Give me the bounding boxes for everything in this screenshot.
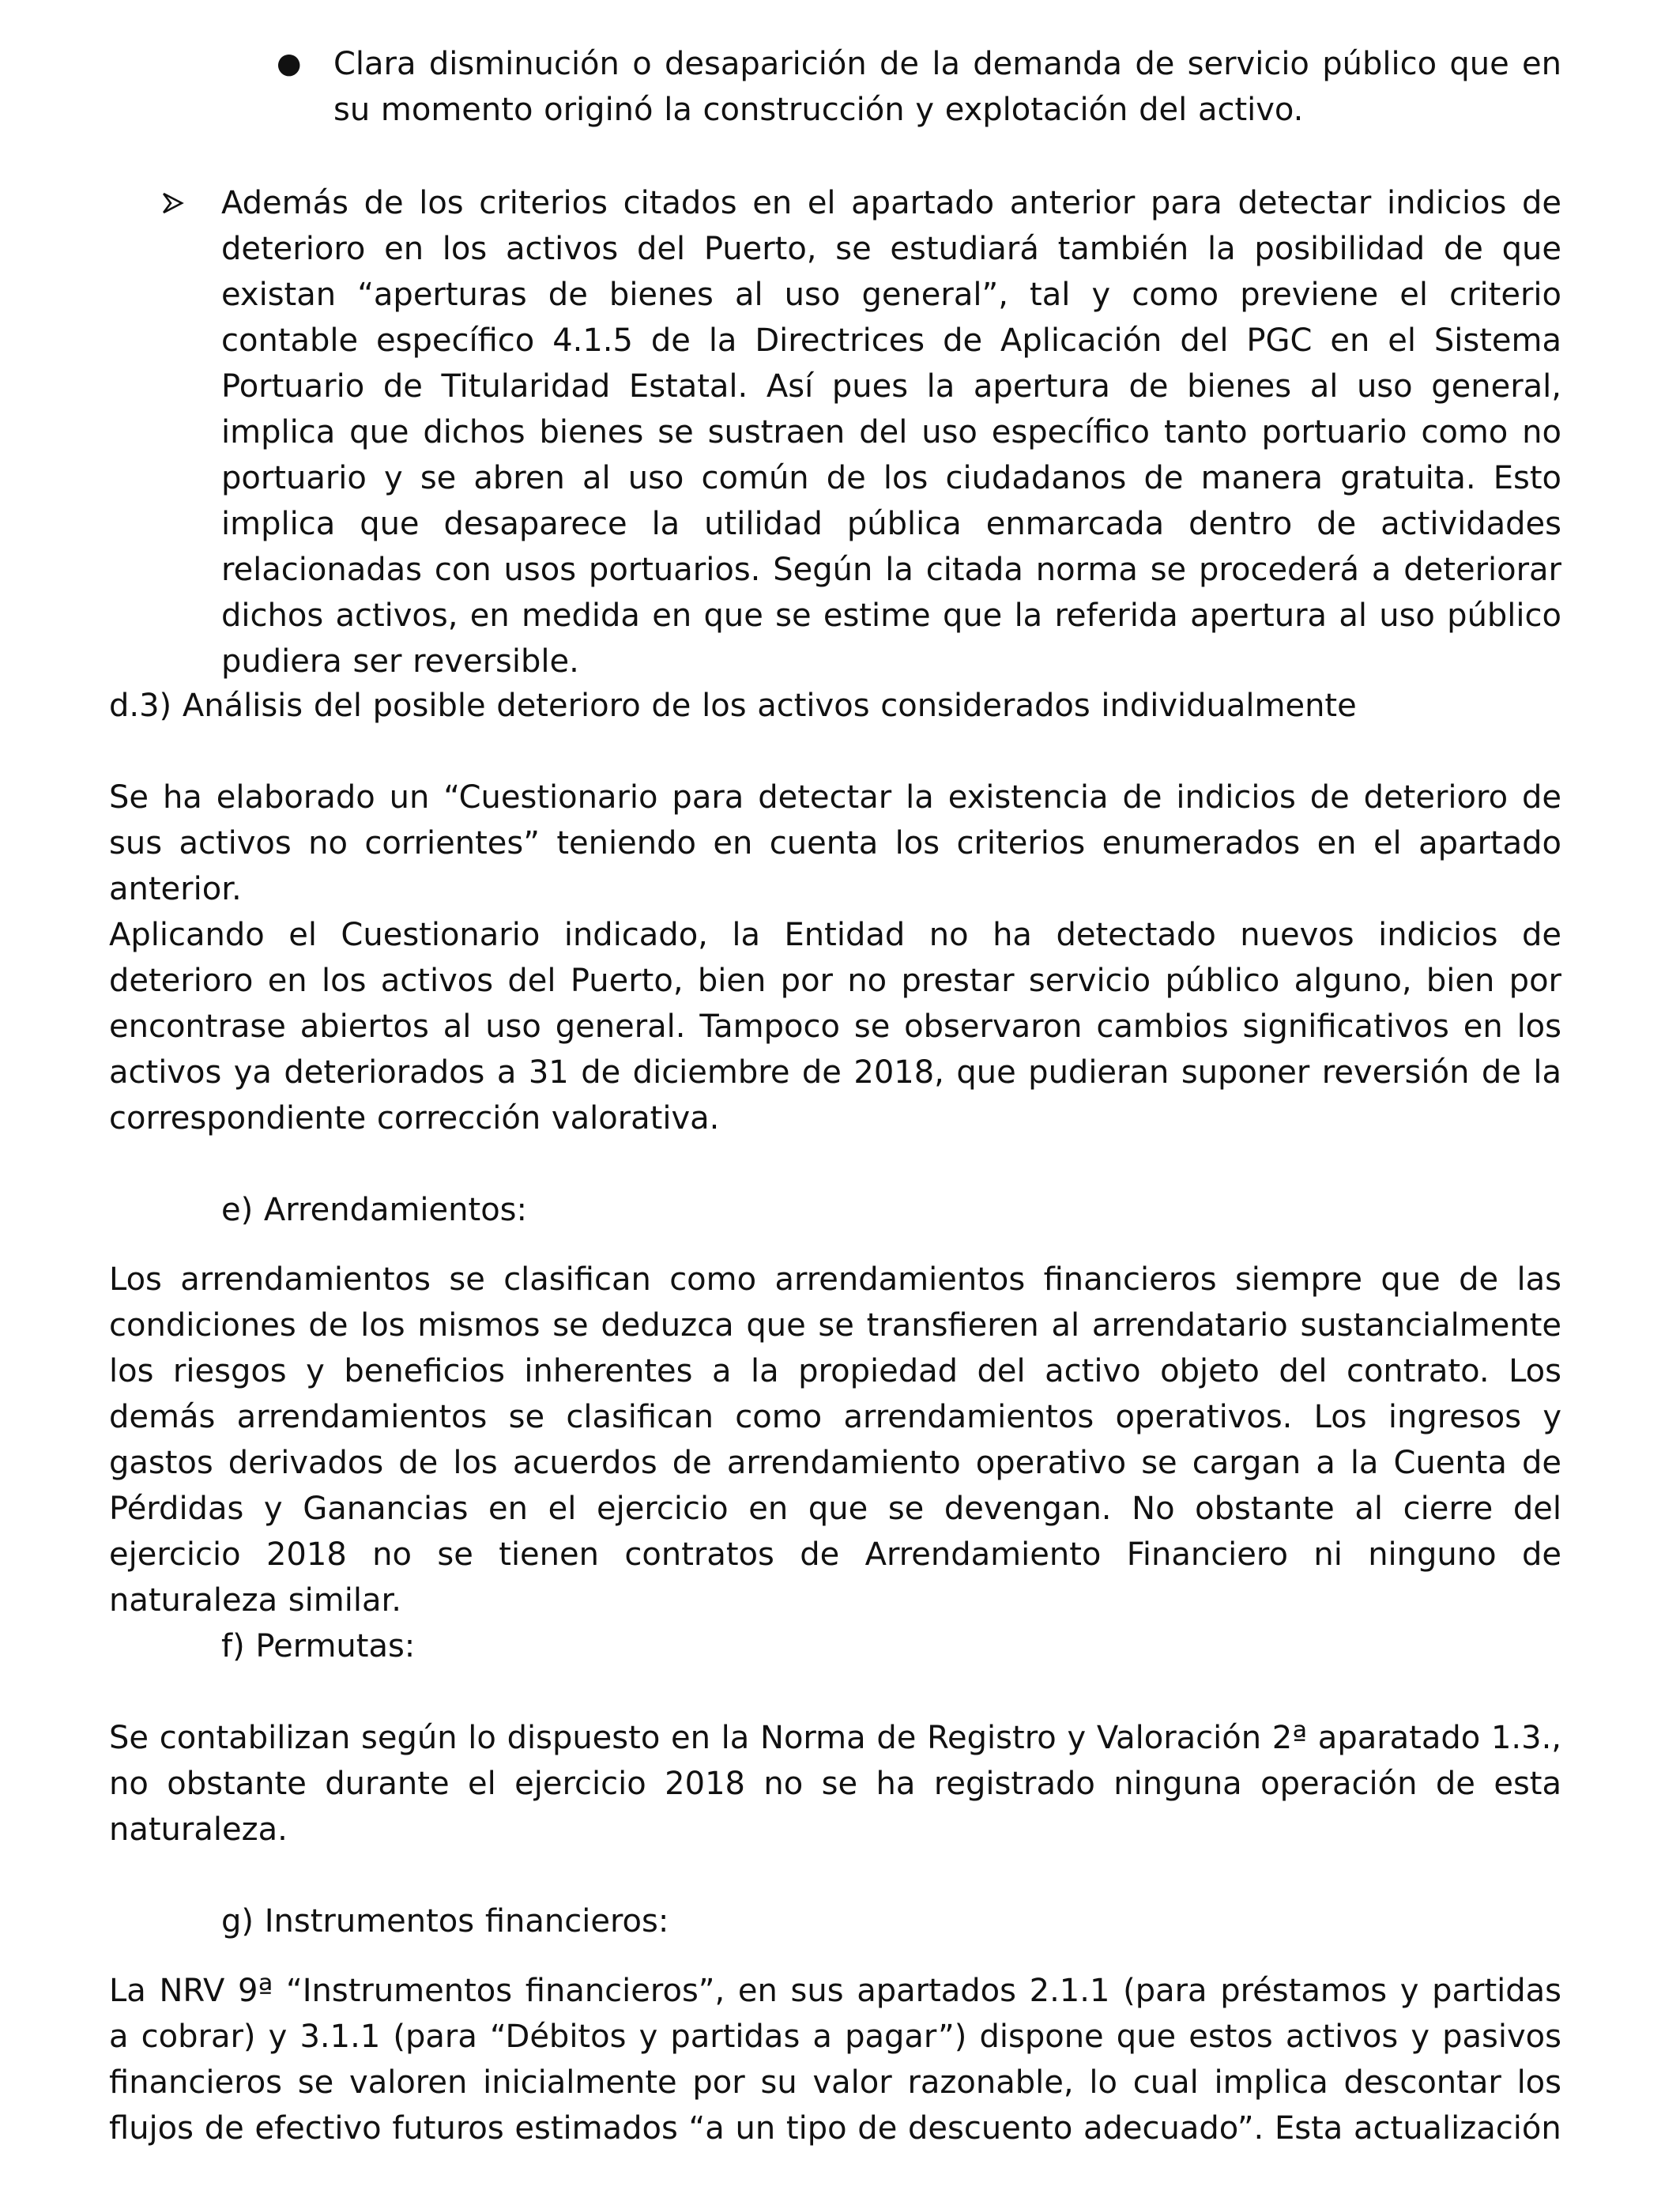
arrowhead-bullet-icon: [161, 180, 193, 226]
section-g-paragraph: La NRV 9ª “Instrumentos financieros”, en sus apartados 2.1.1 (para préstamos y partidas a cobrar) y 3.1.1 (para “Débitos y partidas a pagar”) dispone que estos activos y pasivos financieros se valoren inicialmente por su valor razonable, lo cual implica descontar los flujos de efectivo futuros estimados “a un tipo de descuento adecuado”. Esta actualización: [109, 1973, 1561, 2147]
section-f-paragraph: Se contabilizan según lo dispuesto en la Norma de Registro y Valoración 2ª aparatado 1.3., no obstante durante el ejercicio 2018 no se ha registrado ninguna operación de esta naturaleza.: [109, 1720, 1561, 1848]
bullet-icon: ●: [277, 47, 302, 80]
arrow-paragraph: Además de los criterios citados en el apartado anterior para detectar indicios de deterioro en los activos del Puerto, se estudiará también la posibilidad de que existan “aperturas de bienes al uso general”, tal y como previene el criterio contable específico 4.1.5 de la Directrices de Aplicación del PGC en el Sistema Portuario de Titularidad Estatal. Así pues la apertura de bienes al uso general, implica que dichos bienes se sustraen del uso específico tanto portuario como no portuario y se abren al uso común de los ciudadanos de manera gratuita. Esto implica que desaparece la utilidad pública enmarcada dentro de actividades relacionadas con usos portuarios. Según la citada norma se procederá a deteriorar dichos activos, en medida en que se estime que la referida apertura al uso público pudiera ser reversible.: [221, 185, 1561, 680]
section-e-heading: e) Arrendamientos:: [221, 1192, 527, 1228]
section-d3-heading: d.3) Análisis del posible deterioro de los activos considerados individualmente: [109, 688, 1357, 724]
section-g-heading: g) Instrumentos financieros:: [221, 1903, 669, 1940]
section-e-paragraph: Los arrendamientos se clasifican como arrendamientos financieros siempre que de las condiciones de los mismos se deduzca que se transfieren al arrendatario sustancialmente los riesgos y beneficios inherentes a la propiedad del activo objeto del contrato. Los demás arrendamientos se clasifican como arrendamientos operativos. Los ingresos y gastos derivados de los acuerdos de arrendamiento operativo se cargan a la Cuenta de Pérdidas y Ganancias en el ejercicio en que se devengan. No obstante al cierre del ejercicio 2018 no se tienen contratos de Arrendamiento Financiero ni ninguno de naturaleza similar.: [109, 1261, 1561, 1619]
section-f-heading: f) Permutas:: [221, 1628, 416, 1664]
section-d3-paragraph-1: Se ha elaborado un “Cuestionario para detectar la existencia de indicios de deterioro de sus activos no corrientes” teniendo en cuenta los criterios enumerados en el apartado anterior.: [109, 779, 1561, 907]
section-d3-paragraph-2: Aplicando el Cuestionario indicado, la Entidad no ha detectado nuevos indicios de deterioro en los activos del Puerto, bien por no prestar servicio público alguno, bien por encontrase abiertos al uso general. Tampoco se observaron cambios significativos en los activos ya deteriorados a 31 de diciembre de 2018, que pudieran suponer reversión de la correspondiente corrección valorativa.: [109, 917, 1561, 1137]
bullet-paragraph: Clara disminución o desaparición de la demanda de servicio público que en su momento originó la construcción y explotación del activo.: [333, 46, 1561, 128]
